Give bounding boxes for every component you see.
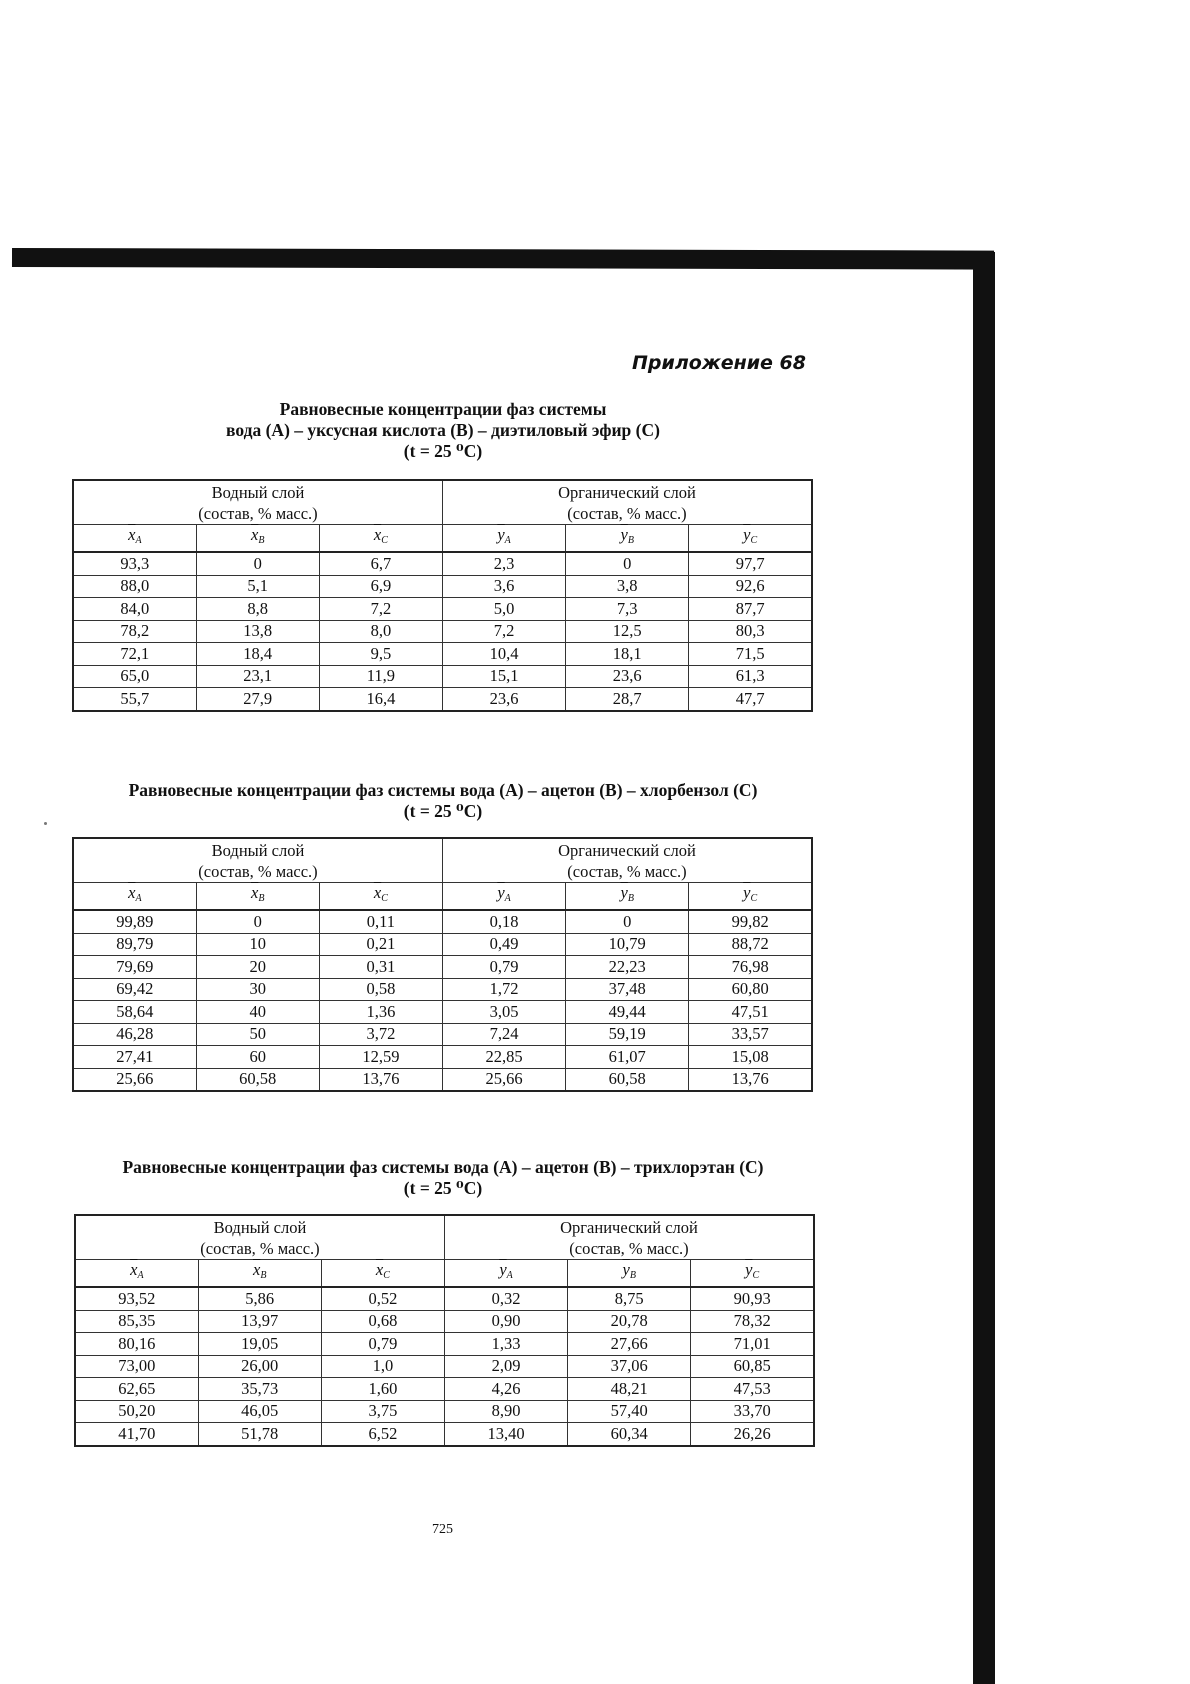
column-subscript: B [627,535,634,546]
title-line: вода (A) – уксусная кислота (B) – диэтиловый эфир (C) [226,420,660,440]
table-cell: 60,80 [689,978,812,1001]
table-cell: 88,0 [73,575,196,598]
table-cell: 57,40 [568,1400,691,1423]
column-header [442,525,565,553]
table-cell: 1,60 [321,1378,444,1401]
table-cell: 13,97 [198,1310,321,1333]
table-cell: 25,66 [73,1068,196,1091]
layer-name: Водный слой [211,840,305,860]
column-subscript: A [135,893,142,904]
table-cell: 10,4 [442,643,565,666]
table-cell: 18,1 [566,643,689,666]
layer-composition: (состав, % масс.) [567,861,687,881]
table-cell: 4,26 [444,1378,567,1401]
table-cell: 26,00 [198,1355,321,1378]
layer-name: Органический слой [560,1217,698,1237]
table-cell: 0,31 [319,956,442,979]
table-cell: 0,18 [442,910,565,933]
column-subscript: A [504,893,511,904]
table-row [73,575,812,598]
layer-header-row [75,1215,814,1260]
column-symbol: $\overline{y}$ [499,1260,507,1279]
table-cell: 1,33 [444,1333,567,1356]
column-symbol-row [73,525,812,553]
table-cell: 60 [196,1046,319,1069]
table-cell: 85,35 [75,1310,198,1333]
column-header [73,883,196,911]
table-cell: 1,36 [319,1001,442,1024]
table-cell: 22,23 [566,956,689,979]
column-symbol-row [75,1260,814,1288]
table-cell: 10,79 [566,933,689,956]
table-cell: 27,9 [196,688,319,711]
table-row [73,1068,812,1091]
table-cell: 46,05 [198,1400,321,1423]
table-cell: 65,0 [73,665,196,688]
table-row [73,620,812,643]
table-cell: 73,00 [75,1355,198,1378]
table-cell: 13,40 [444,1423,567,1446]
table-cell: 3,8 [566,575,689,598]
table-cell: 71,01 [691,1333,814,1356]
table-cell: 6,9 [319,575,442,598]
table-cell: 0 [196,552,319,575]
table-cell: 11,9 [319,665,442,688]
table-cell: 9,5 [319,643,442,666]
table-row [73,665,812,688]
column-header [73,525,196,553]
column-subscript: C [383,1270,390,1281]
column-subscript: B [260,1270,267,1281]
table-row [73,552,812,575]
column-subscript: C [750,535,758,546]
table-cell: 60,85 [691,1355,814,1378]
column-symbol: $\overline{x}$ [251,883,259,902]
table-cell: 87,7 [689,598,812,621]
column-header [566,525,689,553]
layer-header-row [73,480,812,525]
table-cell: 0,52 [321,1287,444,1310]
column-subscript: B [258,535,265,546]
table-cell: 93,52 [75,1287,198,1310]
table-cell: 51,78 [198,1423,321,1446]
table-cell: 71,5 [689,643,812,666]
table-cell: 30 [196,978,319,1001]
column-subscript: A [135,535,142,546]
page-number: 725 [432,1522,453,1537]
layer-name: Органический слой [558,482,696,502]
table-cell: 0,58 [319,978,442,1001]
column-subscript: C [381,893,388,904]
equilibrium-table-1 [72,479,813,712]
table-cell: 48,21 [568,1378,691,1401]
column-subscript: A [506,1270,513,1281]
table-cell: 25,66 [442,1068,565,1091]
table-cell: 88,72 [689,933,812,956]
table-cell: 26,26 [691,1423,814,1446]
table-cell: 46,28 [73,1023,196,1046]
column-symbol: $\overline{x}$ [253,1260,261,1279]
table-cell: 10 [196,933,319,956]
table-row [73,643,812,666]
layer-composition: (состав, % масс.) [200,1238,320,1258]
table-row [75,1378,814,1401]
column-symbol: $\overline{x}$ [128,883,136,902]
scan-speck [44,822,47,825]
table-cell: 99,82 [689,910,812,933]
table-cell: 3,6 [442,575,565,598]
table-cell: 0,21 [319,933,442,956]
table-row [73,956,812,979]
title-line: Равновесные концентрации фаз системы вода (A) – ацетон (B) – хлорбензол (C) [128,780,758,800]
table-cell: 12,59 [319,1046,442,1069]
layer-header-row [73,838,812,883]
table-cell: 33,57 [689,1023,812,1046]
organic-layer-header [442,838,812,883]
table-cell: 3,75 [321,1400,444,1423]
aqueous-layer-header [75,1215,444,1260]
table-cell: 15,08 [689,1046,812,1069]
table-cell: 0,11 [319,910,442,933]
aqueous-layer-header [73,480,442,525]
table-row [75,1423,814,1446]
column-symbol: $\overline{x}$ [373,883,382,902]
title-line: (t = 25 ⁰C) [403,441,483,461]
table-cell: 18,4 [196,643,319,666]
table-cell: 49,44 [566,1001,689,1024]
layer-composition: (состав, % масс.) [567,503,687,523]
table-cell: 0,68 [321,1310,444,1333]
column-header [321,1260,444,1288]
table-cell: 20,78 [568,1310,691,1333]
table-3-title [70,1157,816,1199]
table-cell: 0,79 [442,956,565,979]
column-symbol: $\overline{x}$ [251,525,259,544]
table-row [73,1001,812,1024]
table-cell: 12,5 [566,620,689,643]
column-symbol-row [73,883,812,911]
title-line: Равновесные концентрации фаз системы вода (A) – ацетон (B) – трихлорэтан (C) [122,1157,764,1177]
table-cell: 16,4 [319,688,442,711]
table-cell: 8,8 [196,598,319,621]
table-cell: 5,86 [198,1287,321,1310]
table-row [75,1400,814,1423]
table-cell: 89,79 [73,933,196,956]
table-cell: 76,98 [689,956,812,979]
table-cell: 72,1 [73,643,196,666]
column-symbol: $\overline{y}$ [745,1260,753,1279]
table-cell: 6,7 [319,552,442,575]
table-cell: 20 [196,956,319,979]
table-cell: 93,3 [73,552,196,575]
table-cell: 69,42 [73,978,196,1001]
table-cell: 28,7 [566,688,689,711]
column-symbol: $\overline{y}$ [743,883,751,902]
column-header [566,883,689,911]
column-header [319,525,442,553]
table-cell: 55,7 [73,688,196,711]
table-cell: 5,0 [442,598,565,621]
table-cell: 62,65 [75,1378,198,1401]
table-row [73,688,812,711]
scan-border-top [12,248,994,270]
table-cell: 47,53 [691,1378,814,1401]
table-cell: 13,8 [196,620,319,643]
equilibrium-table-2 [72,837,813,1092]
table-row [73,910,812,933]
table-cell: 1,72 [442,978,565,1001]
table-cell: 97,7 [689,552,812,575]
table-cell: 60,34 [568,1423,691,1446]
table-cell: 99,89 [73,910,196,933]
table-cell: 41,70 [75,1423,198,1446]
column-symbol: $\overline{x}$ [375,1260,384,1279]
column-subscript: B [627,893,634,904]
table-1-title [70,399,816,462]
table-cell: 3,05 [442,1001,565,1024]
table-cell: 23,6 [566,665,689,688]
table-cell: 0,90 [444,1310,567,1333]
column-header [196,883,319,911]
layer-composition: (состав, % масс.) [198,861,318,881]
table-cell: 37,06 [568,1355,691,1378]
column-symbol: $\overline{y}$ [497,525,505,544]
table-cell: 2,09 [444,1355,567,1378]
layer-name: Водный слой [211,482,305,502]
table-cell: 50,20 [75,1400,198,1423]
column-header [75,1260,198,1288]
column-header [689,525,812,553]
column-subscript: C [750,893,758,904]
table-cell: 23,6 [442,688,565,711]
column-symbol: $\overline{x}$ [130,1260,138,1279]
equilibrium-table-3 [74,1214,815,1447]
table-cell: 0 [566,910,689,933]
table-cell: 80,16 [75,1333,198,1356]
table-2-title [70,780,816,822]
column-subscript: A [504,535,511,546]
table-cell: 2,3 [442,552,565,575]
column-symbol: $\overline{y}$ [497,883,505,902]
scan-border-right [973,252,995,1684]
table-cell: 80,3 [689,620,812,643]
aqueous-layer-header [73,838,442,883]
table-row [73,978,812,1001]
column-header [196,525,319,553]
column-subscript: C [381,535,388,546]
table-cell: 1,0 [321,1355,444,1378]
column-header [568,1260,691,1288]
table-cell: 40 [196,1001,319,1024]
table-cell: 78,32 [691,1310,814,1333]
column-subscript: C [752,1270,760,1281]
column-symbol: $\overline{y}$ [620,883,628,902]
table-cell: 0 [566,552,689,575]
title-line: (t = 25 ⁰C) [403,801,483,821]
table-cell: 50 [196,1023,319,1046]
table-row [73,933,812,956]
column-symbol: $\overline{y}$ [622,1260,630,1279]
table-cell: 3,72 [319,1023,442,1046]
title-line: Равновесные концентрации фаз системы [279,399,607,419]
table-row [73,1023,812,1046]
table-cell: 19,05 [198,1333,321,1356]
table-cell: 0,79 [321,1333,444,1356]
column-header [442,883,565,911]
layer-name: Водный слой [213,1217,307,1237]
table-cell: 13,76 [319,1068,442,1091]
table-cell: 27,41 [73,1046,196,1069]
table-row [75,1355,814,1378]
table-cell: 22,85 [442,1046,565,1069]
table-row [75,1333,814,1356]
column-symbol: $\overline{y}$ [620,525,628,544]
table-row [73,1046,812,1069]
column-subscript: A [137,1270,144,1281]
table-cell: 6,52 [321,1423,444,1446]
layer-composition: (состав, % масс.) [198,503,318,523]
column-symbol: $\overline{y}$ [743,525,751,544]
column-header [691,1260,814,1288]
table-cell: 0,49 [442,933,565,956]
organic-layer-header [444,1215,814,1260]
table-cell: 7,3 [566,598,689,621]
table-cell: 60,58 [196,1068,319,1091]
column-subscript: B [629,1270,636,1281]
column-symbol: $\overline{x}$ [373,525,382,544]
table-cell: 92,6 [689,575,812,598]
column-header [319,883,442,911]
column-header [444,1260,567,1288]
table-cell: 7,2 [442,620,565,643]
column-symbol: $\overline{x}$ [128,525,136,544]
table-cell: 61,3 [689,665,812,688]
table-cell: 13,76 [689,1068,812,1091]
table-cell: 79,69 [73,956,196,979]
table-row [75,1287,814,1310]
column-subscript: B [258,893,265,904]
column-header [689,883,812,911]
table-cell: 5,1 [196,575,319,598]
layer-composition: (состав, % масс.) [569,1238,689,1258]
table-row [75,1310,814,1333]
table-cell: 47,7 [689,688,812,711]
table-cell: 0 [196,910,319,933]
table-cell: 35,73 [198,1378,321,1401]
table-cell: 60,58 [566,1068,689,1091]
column-header [198,1260,321,1288]
table-cell: 27,66 [568,1333,691,1356]
table-cell: 0,32 [444,1287,567,1310]
layer-name: Органический слой [558,840,696,860]
table-cell: 8,75 [568,1287,691,1310]
table-row [73,598,812,621]
title-line: (t = 25 ⁰C) [403,1178,483,1198]
table-cell: 8,90 [444,1400,567,1423]
organic-layer-header [442,480,812,525]
table-cell: 23,1 [196,665,319,688]
table-cell: 78,2 [73,620,196,643]
table-cell: 61,07 [566,1046,689,1069]
table-cell: 47,51 [689,1001,812,1024]
table-cell: 7,2 [319,598,442,621]
table-cell: 15,1 [442,665,565,688]
table-cell: 84,0 [73,598,196,621]
table-cell: 37,48 [566,978,689,1001]
table-cell: 7,24 [442,1023,565,1046]
table-cell: 90,93 [691,1287,814,1310]
table-cell: 59,19 [566,1023,689,1046]
table-cell: 8,0 [319,620,442,643]
table-cell: 33,70 [691,1400,814,1423]
table-cell: 58,64 [73,1001,196,1024]
appendix-label: Приложение 68 [632,352,806,374]
